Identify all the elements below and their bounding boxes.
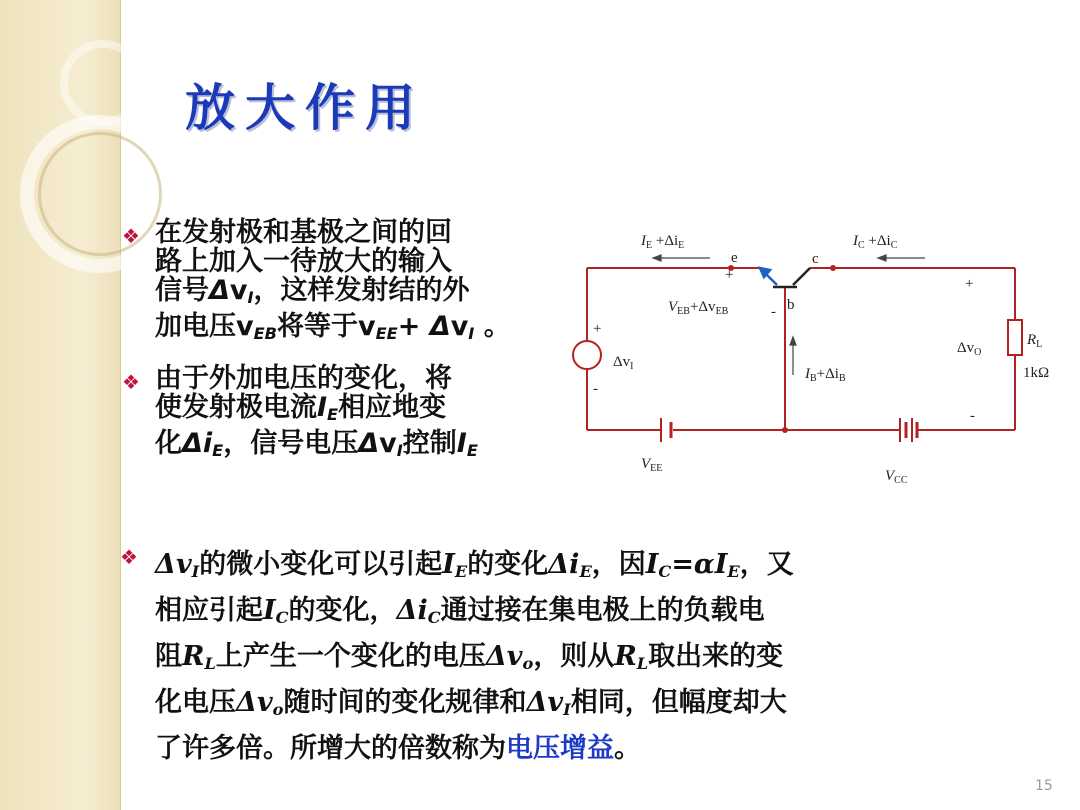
arrowhead xyxy=(653,255,661,261)
bullet-2-line: 化$\Delta i_E$，信号电压$\Delta v_I$控制$I_E$ xyxy=(155,428,478,461)
voltage-gain-term: 电压增益 xyxy=(506,733,614,765)
bullet-1-line: 在发射极和基极之间的回 xyxy=(155,217,452,248)
label-vcc: $V_{CC}$ xyxy=(885,468,908,486)
label-collector: c xyxy=(812,251,819,267)
diamond-bullet-icon: ❖ xyxy=(122,224,140,248)
bullet-1-line: 信号$\Delta v_I$，这样发射结的外 xyxy=(155,275,470,308)
bullet-2-line: 由于外加电压的变化，将 xyxy=(155,363,452,394)
minus-sign: - xyxy=(970,408,975,424)
bullet-3-line: 了许多倍。所增大的倍数称为电压增益。 xyxy=(155,733,641,765)
current-arrows xyxy=(653,255,925,375)
label-base: b xyxy=(787,297,795,313)
label-ie: $I_E +\Delta i_E$ xyxy=(641,233,685,251)
bullet-1-line: 路上加入一待放大的输入 xyxy=(155,246,452,277)
bullet-3-line: 阻$R_L$上产生一个变化的电压$\Delta v_o$，则从$R_L$取出来的变 xyxy=(155,641,784,674)
arrowhead xyxy=(878,255,886,261)
bullet-2-line: 使发射极电流$I_E$相应地变 xyxy=(155,392,447,425)
label-rl: $R_L$ xyxy=(1027,332,1043,350)
amplifier-circuit-diagram xyxy=(565,215,1050,500)
label-rl-value: 1kΩ xyxy=(1023,365,1050,381)
bullet-3-line: 化电压$\Delta v_o$随时间的变化规律和$\Delta v_I$相同，但幅度却大 xyxy=(155,687,787,720)
minus-sign: - xyxy=(771,304,776,320)
resistor-rl xyxy=(1008,320,1022,355)
junction-dots xyxy=(728,265,836,433)
label-ic: $I_C +\Delta i_C$ xyxy=(853,233,898,251)
label-delta-vo: $\Delta v_O$ xyxy=(957,340,982,358)
label-vee: $V_{EE}$ xyxy=(641,456,663,474)
circuit-wires xyxy=(573,268,1022,442)
minus-sign: - xyxy=(593,381,598,397)
left-decorative-band xyxy=(0,0,121,810)
diamond-bullet-icon: ❖ xyxy=(120,545,138,569)
circuit-labels xyxy=(593,233,1049,486)
slide-title: 放大作用 xyxy=(185,78,425,137)
plus-sign: + xyxy=(965,276,974,292)
bullet-3-line: $\Delta v_I$的微小变化可以引起$I_E$的变化$\Delta i_E$，因$I_C=\alpha I_E$，又 xyxy=(155,549,794,582)
bullet-1-line: 加电压$v_{EB}$将等于$v_{EE}+ \Delta v_I$ 。 xyxy=(155,311,511,344)
label-delta-vi: $\Delta v_I$ xyxy=(613,354,634,372)
label-veb: $V_{EB}+\Delta v_{EB}$ xyxy=(668,299,729,317)
arrowhead xyxy=(790,337,796,345)
page-number: 15 xyxy=(1035,778,1053,794)
signal-source-icon xyxy=(573,341,601,369)
label-emitter: e xyxy=(731,250,738,266)
label-ib: $I_B+\Delta i_B$ xyxy=(805,366,846,384)
junction-dot xyxy=(830,265,836,271)
decorative-ring xyxy=(60,40,146,126)
circuit-svg xyxy=(565,215,1050,500)
bullet-2-text xyxy=(155,364,575,465)
plus-sign: + xyxy=(593,321,602,337)
bullet-3-line: 相应引起$I_C$的变化，$\Delta i_C$通过接在集电极上的负载电 xyxy=(155,595,765,628)
decorative-ring xyxy=(38,132,162,256)
diamond-bullet-icon: ❖ xyxy=(122,370,140,394)
pnp-transistor-icon xyxy=(760,268,810,287)
bullet-1-text xyxy=(155,218,575,348)
junction-dot xyxy=(782,427,788,433)
plus-sign: + xyxy=(725,267,734,283)
bullet-3-text xyxy=(155,545,1025,768)
